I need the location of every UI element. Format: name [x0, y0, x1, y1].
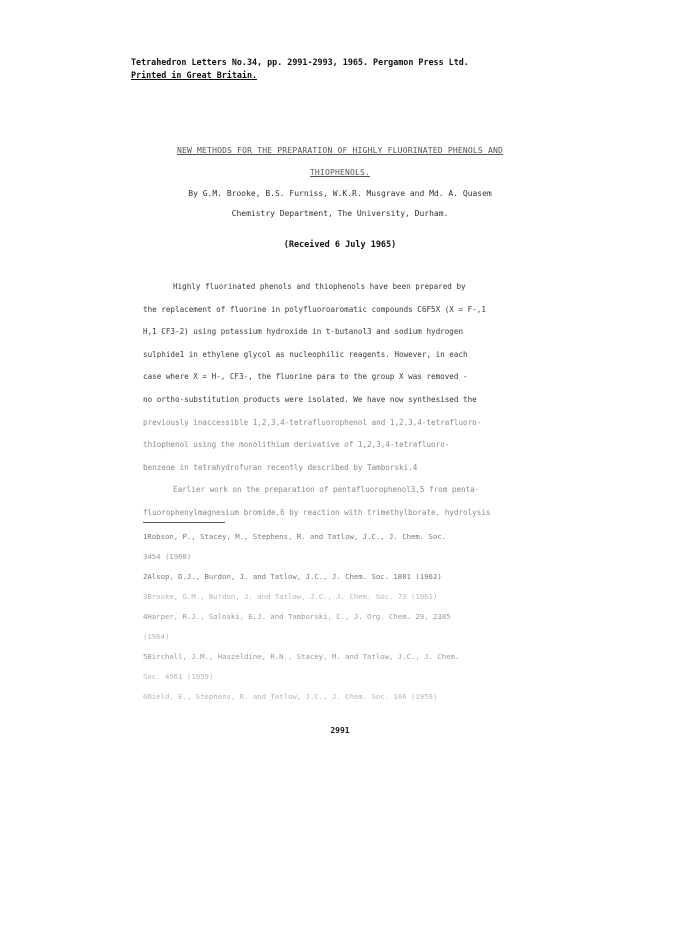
received-date: (Received 6 July 1965)	[283, 240, 397, 250]
footnote-line: 3454 (1960)	[143, 552, 192, 561]
article-title-line-2: THIOPHENOLS.	[309, 168, 371, 177]
article-title-line-1: NEW METHODS FOR THE PREPARATION OF HIGHLY FLUORINATED PHENOLS AND	[176, 146, 504, 155]
body-line: H,1 CF3-2) using potassium hydroxide in t-butanol3 and sodium hydrogen	[143, 327, 464, 337]
footnote-line: (1964)	[143, 632, 170, 641]
footnote-line: 6Nield, E., Stephens, R. and Tatlow, J.C., J. Chem. Soc. 166 (1959)	[143, 692, 438, 701]
footnote-line: 1Robson, P., Stacey, M., Stephens, R. and Tatlow, J.C., J. Chem. Soc.	[143, 532, 447, 541]
page-number: 2991	[330, 726, 350, 735]
body-line: case where X = H-, CF3-, the fluorine para to the group X was removed -	[143, 372, 468, 382]
body-line: previously inaccessible 1,2,3,4-tetrafluorophenol and 1,2,3,4-tetrafluoro-	[143, 417, 482, 427]
printed-in: Printed in Great Britain.	[131, 70, 258, 80]
body-line: benzene in tetrahydrofuran recently described by Tamborski.4	[143, 462, 418, 472]
affiliation: Chemistry Department, The University, Durham.	[231, 209, 449, 218]
body-line: sulphide1 in ethylene glycol as nucleophilic reagents. However, in each	[143, 349, 468, 359]
footnote-line: 3Brooke, G.M., Burdon, J. and Tatlow, J.C., J. Chem. Soc. 73 (1961)	[143, 592, 438, 601]
footnotes	[143, 532, 563, 712]
journal-header	[131, 56, 469, 82]
footnote-line: 5Birchall, J.M., Haszeldine, R.N., Stacey, M. and Tatlow, J.C., J. Chem.	[143, 652, 460, 661]
journal-citation: Tetrahedron Letters No.34, pp. 2991-2993, 1965. Pergamon Press Ltd.	[131, 57, 469, 67]
footnote-divider	[143, 522, 225, 523]
footnote-line: 4Harper, R.J., Soloski, E.J. and Tamborski, C., J. Org. Chem. 29, 2385	[143, 612, 451, 621]
body-line: Highly fluorinated phenols and thiophenols have been prepared by	[173, 282, 466, 291]
body-line: thiophenol using the monolithium derivative of 1,2,3,4-tetrafluoro-	[143, 440, 450, 450]
body-line: no ortho-substitution products were isolated. We have now synthesised the	[143, 394, 477, 404]
footnote-line: Soc. 4561 (1959)	[143, 672, 214, 681]
footnote-line: 2Alsop, D.J., Burdon, J. and Tatlow, J.C., J. Chem. Soc. 1801 (1962)	[143, 572, 442, 581]
body-line: Earlier work on the preparation of pentafluorophenol3,5 from penta-	[173, 485, 480, 495]
body-line: the replacement of fluorine in polyfluoroaromatic compounds C6F5X (X = F-,1	[143, 304, 486, 314]
author-list: By G.M. Brooke, B.S. Furniss, W.K.R. Musgrave and Md. A. Quasem	[188, 189, 492, 198]
body-line: fluorophenylmagnesium bromide,6 by reaction with trimethylborate, hydrolysis	[143, 507, 491, 517]
body-text	[143, 282, 563, 531]
